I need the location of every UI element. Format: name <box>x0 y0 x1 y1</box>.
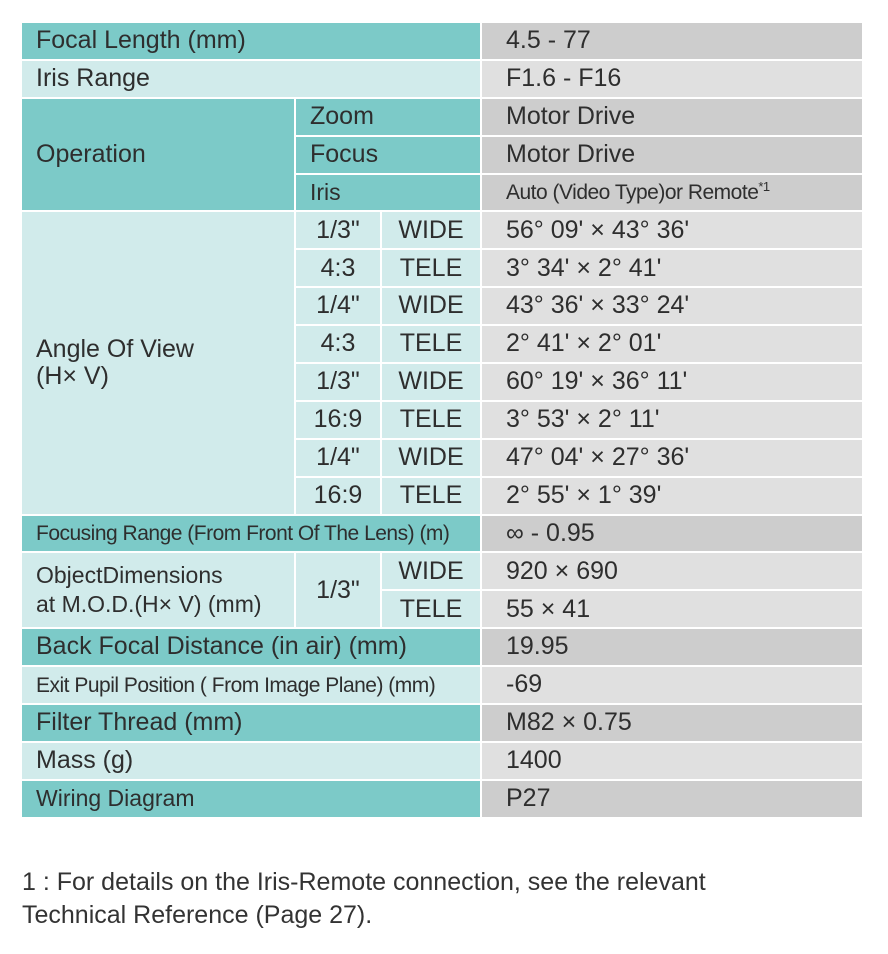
object-dimensions-title: ObjectDimensions <box>36 561 223 588</box>
footnote-line-1: 1 : For details on the Iris-Remote connection, see the relevant <box>22 868 706 896</box>
aov-value: 47° 04' × 27° 36' <box>482 440 862 476</box>
wiring-value: P27 <box>482 781 862 817</box>
mass-label: Mass (g) <box>22 743 480 779</box>
row-aov <box>22 212 862 248</box>
aov-mode: TELE <box>382 478 480 514</box>
row-wiring <box>22 781 862 817</box>
iris-range-value: F1.6 - F16 <box>482 61 862 97</box>
aov-mode: TELE <box>382 402 480 438</box>
object-dimensions-unit: at M.O.D.(H× V) (mm) <box>36 591 262 618</box>
aov-format: 1/3" <box>296 212 380 248</box>
aov-format: 16:9 <box>296 478 380 514</box>
back-focal-value: 19.95 <box>482 629 862 665</box>
focusing-range-label: Focusing Range (From Front Of The Lens) (m) <box>22 516 480 552</box>
row-focusing-range <box>22 516 862 552</box>
row-back-focal <box>22 629 862 665</box>
object-dimensions-tele-value: 55 × 41 <box>482 591 862 627</box>
aov-value: 3° 34' × 2° 41' <box>482 250 862 286</box>
aov-value: 43° 36' × 33° 24' <box>482 288 862 324</box>
aov-mode: WIDE <box>382 288 480 324</box>
iris-range-label: Iris Range <box>22 61 480 97</box>
aov-mode: WIDE <box>382 440 480 476</box>
angle-of-view-title: Angle Of View <box>36 334 194 363</box>
object-dimensions-wide-value: 920 × 690 <box>482 553 862 589</box>
operation-iris-value <box>482 175 862 211</box>
filter-thread-label: Filter Thread (mm) <box>22 705 480 741</box>
angle-of-view-label <box>22 212 294 513</box>
row-mass <box>22 743 862 779</box>
footnote-mark: *1 <box>758 178 770 194</box>
aov-format: 1/4" <box>296 440 380 476</box>
focal-length-value: 4.5 - 77 <box>482 23 862 59</box>
back-focal-label: Back Focal Distance (in air) (mm) <box>22 629 480 665</box>
object-dimensions-tele-mode: TELE <box>382 591 480 627</box>
operation-iris-value-text: Auto (Video Type)or Remote <box>506 180 759 204</box>
wiring-label: Wiring Diagram <box>22 781 480 817</box>
operation-zoom-label: Zoom <box>296 99 480 135</box>
aov-value: 56° 09' × 43° 36' <box>482 212 862 248</box>
aov-value: 60° 19' × 36° 11' <box>482 364 862 400</box>
focusing-range-value: ∞ - 0.95 <box>482 516 862 552</box>
footnote-line-2: Technical Reference (Page 27). <box>22 901 373 929</box>
aov-format: 1/3" <box>296 364 380 400</box>
row-iris-range <box>22 61 862 97</box>
footnote <box>22 866 862 932</box>
exit-pupil-value: -69 <box>482 667 862 703</box>
mass-value: 1400 <box>482 743 862 779</box>
exit-pupil-label: Exit Pupil Position ( From Image Plane) (mm) <box>22 667 480 703</box>
aov-format: 16:9 <box>296 402 380 438</box>
row-filter-thread <box>22 705 862 741</box>
object-dimensions-wide-mode: WIDE <box>382 553 480 589</box>
row-object-dimensions-wide <box>22 553 862 589</box>
row-exit-pupil <box>22 667 862 703</box>
operation-focus-label: Focus <box>296 137 480 173</box>
object-dimensions-label <box>22 553 294 627</box>
row-focal-length <box>22 23 862 59</box>
aov-value: 2° 41' × 2° 01' <box>482 326 862 362</box>
aov-format: 1/4" <box>296 288 380 324</box>
aov-mode: TELE <box>382 250 480 286</box>
operation-label: Operation <box>22 99 294 211</box>
aov-format: 4:3 <box>296 250 380 286</box>
row-operation-zoom <box>22 99 862 135</box>
aov-mode: TELE <box>382 326 480 362</box>
operation-zoom-value: Motor Drive <box>482 99 862 135</box>
focal-length-label: Focal Length (mm) <box>22 23 480 59</box>
operation-focus-value: Motor Drive <box>482 137 862 173</box>
filter-thread-value: M82 × 0.75 <box>482 705 862 741</box>
aov-format: 4:3 <box>296 326 380 362</box>
aov-mode: WIDE <box>382 212 480 248</box>
angle-of-view-unit: (H× V) <box>36 362 109 391</box>
aov-value: 3° 53' × 2° 11' <box>482 402 862 438</box>
spec-table <box>20 21 864 819</box>
object-dimensions-format: 1/3" <box>296 553 380 627</box>
aov-mode: WIDE <box>382 364 480 400</box>
aov-value: 2° 55' × 1° 39' <box>482 478 862 514</box>
operation-iris-label: Iris <box>296 175 480 211</box>
